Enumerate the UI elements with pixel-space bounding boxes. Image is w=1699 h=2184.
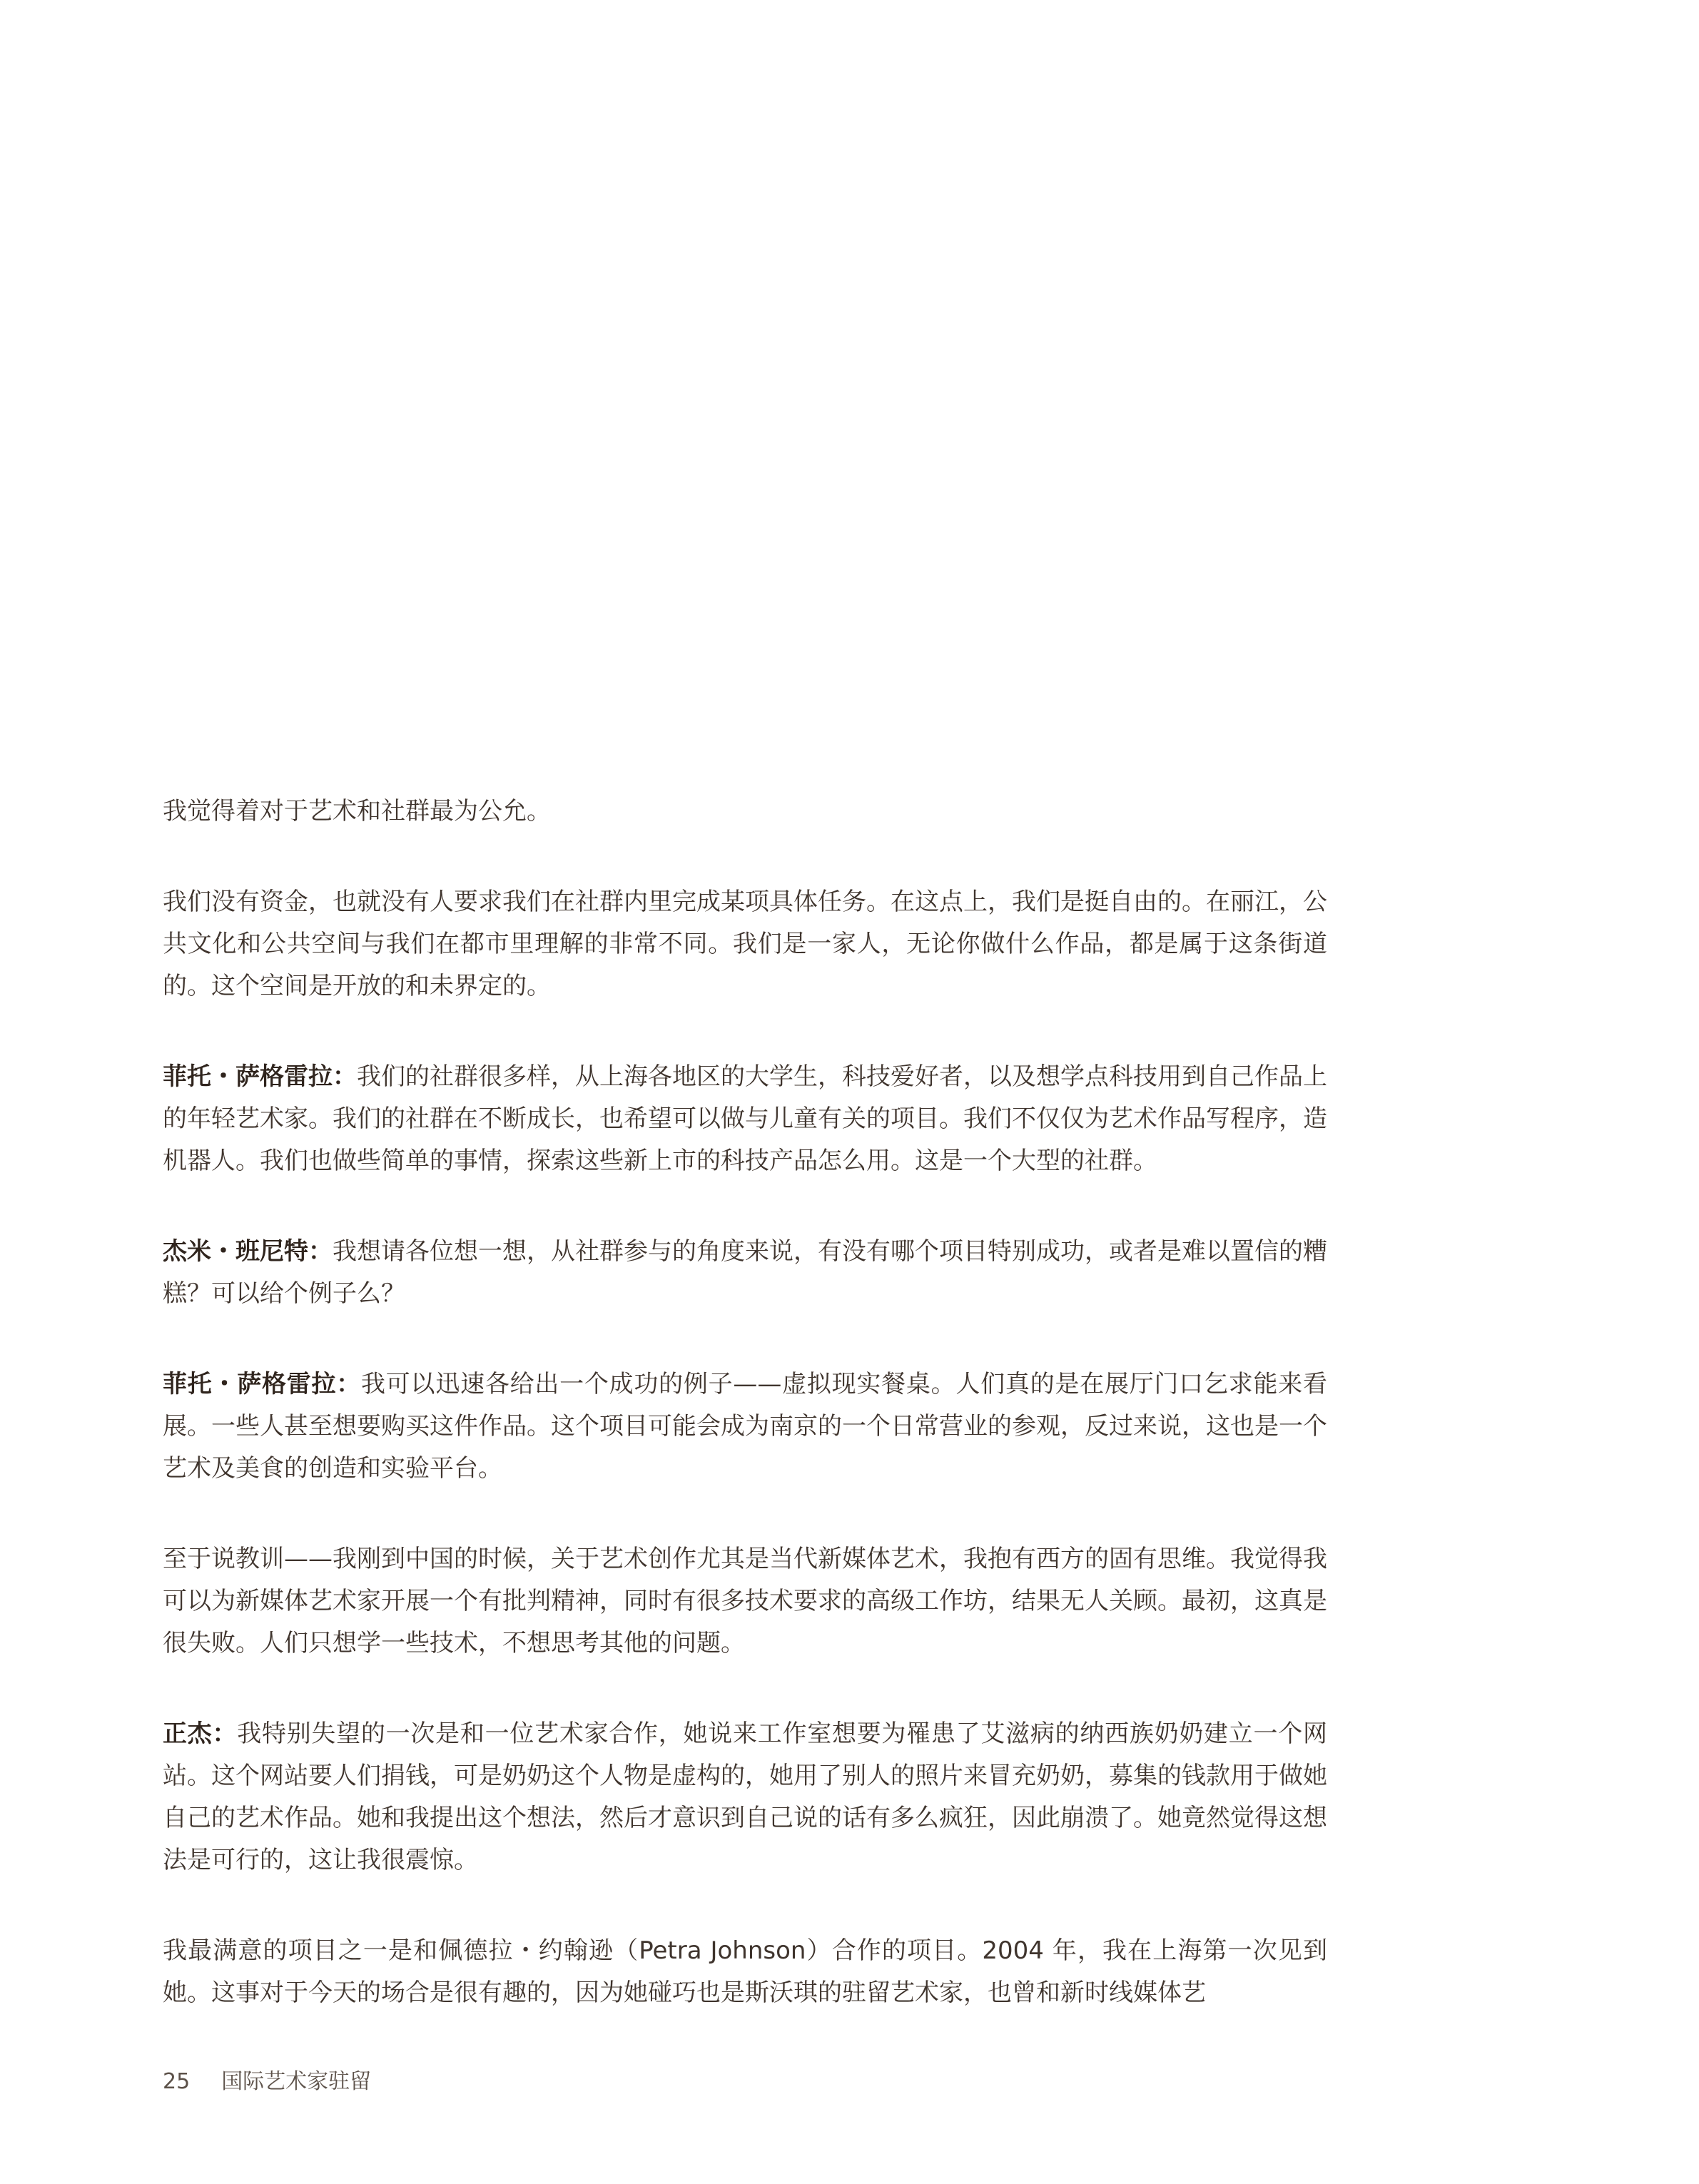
page-number: 25 [163, 2069, 191, 2094]
paragraph-2 [163, 881, 1327, 1007]
paragraph-3 [163, 1056, 1327, 1182]
body-text-column [163, 791, 1327, 2063]
paragraph-text: 我们的社群很多样，从上海各地区的大学生，科技爱好者，以及想学点科技用到自己作品上的年轻艺术家。我们的社群在不断成长，也希望可以做与儿童有关的项目。我们不仅仅为艺术作品写程序，造机器人。我们也做些简单的事情，探索这些新上市的科技产品怎么用。这是一个大型的社群。 [163, 1062, 1327, 1175]
paragraph-text: 我最满意的项目之一是和佩德拉・约翰逊（Petra Johnson）合作的项目。2004 年，我在上海第一次见到她。这事对于今天的场合是很有趣的，因为她碰巧也是斯沃琪的驻留艺术家，也曾和新时线媒体艺 [163, 1936, 1327, 2007]
section-title: 国际艺术家驻留 [221, 2069, 372, 2094]
paragraph-text: 我们没有资金，也就没有人要求我们在社群内里完成某项具体任务。在这点上，我们是挺自由的。在丽江，公共文化和公共空间与我们在都市里理解的非常不同。我们是一家人，无论你做什么作品，都是属于这条街道的。这个空间是开放的和未界定的。 [163, 888, 1327, 1000]
paragraph-1 [163, 791, 1327, 833]
paragraph-text: 我特别失望的一次是和一位艺术家合作，她说来工作室想要为罹患了艾滋病的纳西族奶奶建立一个网站。这个网站要人们捐钱，可是奶奶这个人物是虚构的，她用了别人的照片来冒充奶奶，募集的钱款用于做她自己的艺术作品。她和我提出这个想法，然后才意识到自己说的话有多么疯狂，因此崩溃了。她竟然觉得这想法是可行的，这让我很震惊。 [163, 1720, 1327, 1874]
speaker-name: 正杰： [163, 1720, 238, 1748]
paragraph-6 [163, 1538, 1327, 1665]
speaker-name: 菲托・萨格雷拉： [163, 1062, 357, 1091]
paragraph-text: 至于说教训——我刚到中国的时候，关于艺术创作尤其是当代新媒体艺术，我抱有西方的固有思维。我觉得我可以为新媒体艺术家开展一个有批判精神，同时有很多技术要求的高级工作坊，结果无人关顾。最初，这真是很失败。人们只想学一些技术，不想思考其他的问题。 [163, 1545, 1327, 1657]
paragraph-5 [163, 1363, 1327, 1490]
speaker-name: 杰米・班尼特： [163, 1237, 333, 1266]
paragraph-text: 我想请各位想一想，从社群参与的角度来说，有没有哪个项目特别成功，或者是难以置信的糟糕？可以给个例子么？ [163, 1237, 1327, 1308]
speaker-name: 菲托・萨格雷拉： [163, 1370, 362, 1398]
paragraph-text: 我觉得着对于艺术和社群最为公允。 [163, 797, 551, 826]
paragraph-8 [163, 1930, 1327, 2014]
paragraph-7 [163, 1713, 1327, 1881]
paragraph-text: 我可以迅速各给出一个成功的例子——虚拟现实餐桌。人们真的是在展厅门口乞求能来看展。一些人甚至想要购买这件作品。这个项目可能会成为南京的一个日常营业的参观，反过来说，这也是一个艺术及美食的创造和实验平台。 [163, 1370, 1327, 1483]
page-footer [163, 2068, 371, 2096]
paragraph-4 [163, 1231, 1327, 1315]
